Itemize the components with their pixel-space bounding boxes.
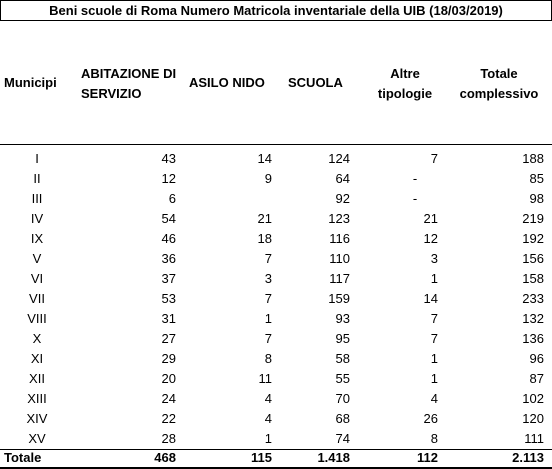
cell-asilo: 4 (264, 391, 272, 406)
table-row (0, 169, 552, 189)
table-body (0, 149, 552, 449)
cell-altre: - (412, 171, 418, 186)
cell-municipio: XIII (27, 391, 47, 406)
cell-altre: 1 (430, 351, 438, 366)
header-altre: Altre tipologie (377, 66, 433, 101)
cell-asilo: 14 (257, 151, 272, 166)
cell-totale: 188 (522, 151, 544, 166)
cell-totale: 85 (529, 171, 544, 186)
cell-scuola: 93 (335, 311, 350, 326)
table-row (0, 289, 552, 309)
cell-totale: 102 (522, 391, 544, 406)
table-row (0, 429, 552, 449)
cell-scuola: 70 (335, 391, 350, 406)
table-row (0, 229, 552, 249)
cell-abitazione: 29 (161, 351, 176, 366)
cell-asilo: 4 (264, 411, 272, 426)
cell-asilo: 9 (264, 171, 272, 186)
cell-altre: 8 (430, 431, 438, 446)
cell-totale: 98 (529, 191, 544, 206)
cell-municipio: IV (30, 211, 44, 226)
cell-municipio: II (33, 171, 41, 186)
cell-altre: 4 (430, 391, 438, 406)
cell-altre: 12 (423, 231, 438, 246)
table-row (0, 369, 552, 389)
cell-scuola: 123 (328, 211, 350, 226)
cell-municipio: I (35, 151, 39, 166)
cell-abitazione: 43 (161, 151, 176, 166)
cell-municipio: VI (30, 271, 44, 286)
cell-scuola: 55 (335, 371, 350, 386)
cell-totale: 219 (522, 211, 544, 226)
cell-totale: 120 (522, 411, 544, 426)
table-row (0, 249, 552, 269)
cell-municipio: IX (30, 231, 44, 246)
header-totale: Totale complessivo (459, 66, 539, 101)
table-row (0, 209, 552, 229)
cell-scuola: 95 (335, 331, 350, 346)
cell-asilo: 8 (264, 351, 272, 366)
cell-abitazione: 46 (161, 231, 176, 246)
cell-asilo: 7 (264, 291, 272, 306)
table-row (0, 149, 552, 169)
cell-abitazione: 36 (161, 251, 176, 266)
cell-totale: 96 (529, 351, 544, 366)
cell-scuola: 64 (335, 171, 350, 186)
total-scuola: 1.418 (317, 450, 350, 465)
cell-altre: 3 (430, 251, 438, 266)
table-row (0, 409, 552, 429)
cell-asilo: 7 (264, 331, 272, 346)
header-asilo: ASILO NIDO (189, 75, 265, 90)
header-scuola: SCUOLA (288, 75, 343, 90)
cell-abitazione: 37 (161, 271, 176, 286)
cell-abitazione: 6 (168, 191, 176, 206)
cell-municipio: XV (28, 431, 46, 446)
total-abitazione: 468 (154, 450, 176, 465)
cell-altre: 1 (430, 371, 438, 386)
cell-municipio: X (32, 331, 42, 346)
cell-totale: 156 (522, 251, 544, 266)
cell-scuola: 92 (335, 191, 350, 206)
cell-abitazione: 22 (161, 411, 176, 426)
cell-totale: 192 (522, 231, 544, 246)
cell-abitazione: 12 (161, 171, 176, 186)
cell-abitazione: 31 (161, 311, 176, 326)
cell-totale: 87 (529, 371, 544, 386)
cell-abitazione: 54 (161, 211, 176, 226)
cell-abitazione: 53 (161, 291, 176, 306)
cell-asilo: 11 (258, 371, 272, 386)
table-row (0, 269, 552, 289)
header-abitazione: ABITAZIONE DI SERVIZIO (81, 66, 177, 101)
cell-totale: 111 (524, 431, 544, 446)
cell-altre: - (412, 191, 418, 206)
cell-asilo: 21 (257, 211, 272, 226)
cell-abitazione: 27 (161, 331, 176, 346)
total-altre: 112 (417, 450, 438, 465)
cell-municipio: XI (30, 351, 44, 366)
cell-totale: 132 (522, 311, 544, 326)
cell-municipio: XII (29, 371, 45, 386)
cell-scuola: 116 (329, 231, 350, 246)
cell-altre: 1 (430, 271, 438, 286)
total-label: Totale (4, 450, 42, 465)
cell-scuola: 74 (335, 431, 350, 446)
cell-altre: 7 (430, 331, 438, 346)
header-divider (0, 144, 552, 145)
cell-totale: 136 (522, 331, 544, 346)
cell-scuola: 58 (335, 351, 350, 366)
cell-totale: 158 (522, 271, 544, 286)
cell-asilo: 1 (264, 431, 272, 446)
cell-scuola: 117 (329, 271, 350, 286)
total-asilo: 115 (251, 450, 272, 465)
table-row (0, 329, 552, 349)
total-row (0, 449, 552, 469)
cell-altre: 7 (430, 151, 438, 166)
cell-asilo: 3 (264, 271, 272, 286)
table-row (0, 309, 552, 329)
table-row (0, 189, 552, 209)
cell-municipio: III (31, 191, 43, 206)
cell-altre: 14 (423, 291, 438, 306)
cell-abitazione: 20 (161, 371, 176, 386)
cell-altre: 7 (430, 311, 438, 326)
cell-scuola: 124 (328, 151, 350, 166)
table-row (0, 349, 552, 369)
cell-asilo: 1 (264, 311, 272, 326)
cell-abitazione: 24 (161, 391, 176, 406)
cell-municipio: VIII (27, 311, 47, 326)
cell-municipio: XIV (26, 411, 48, 426)
header-municipi: Municipi (4, 75, 57, 90)
cell-municipio: V (32, 251, 42, 266)
cell-abitazione: 28 (161, 431, 176, 446)
cell-municipio: VII (29, 291, 45, 306)
cell-asilo: 7 (264, 251, 272, 266)
cell-altre: 21 (423, 211, 438, 226)
cell-scuola: 68 (335, 411, 350, 426)
table-title: Beni scuole di Roma Numero Matricola inventariale della UIB (18/03/2019) (0, 0, 552, 21)
cell-scuola: 110 (329, 251, 350, 266)
cell-asilo: 18 (257, 231, 272, 246)
cell-totale: 233 (522, 291, 544, 306)
table-row (0, 389, 552, 409)
cell-altre: 26 (423, 411, 438, 426)
header-row (0, 22, 552, 142)
cell-scuola: 159 (328, 291, 350, 306)
total-totale: 2.113 (512, 450, 544, 465)
